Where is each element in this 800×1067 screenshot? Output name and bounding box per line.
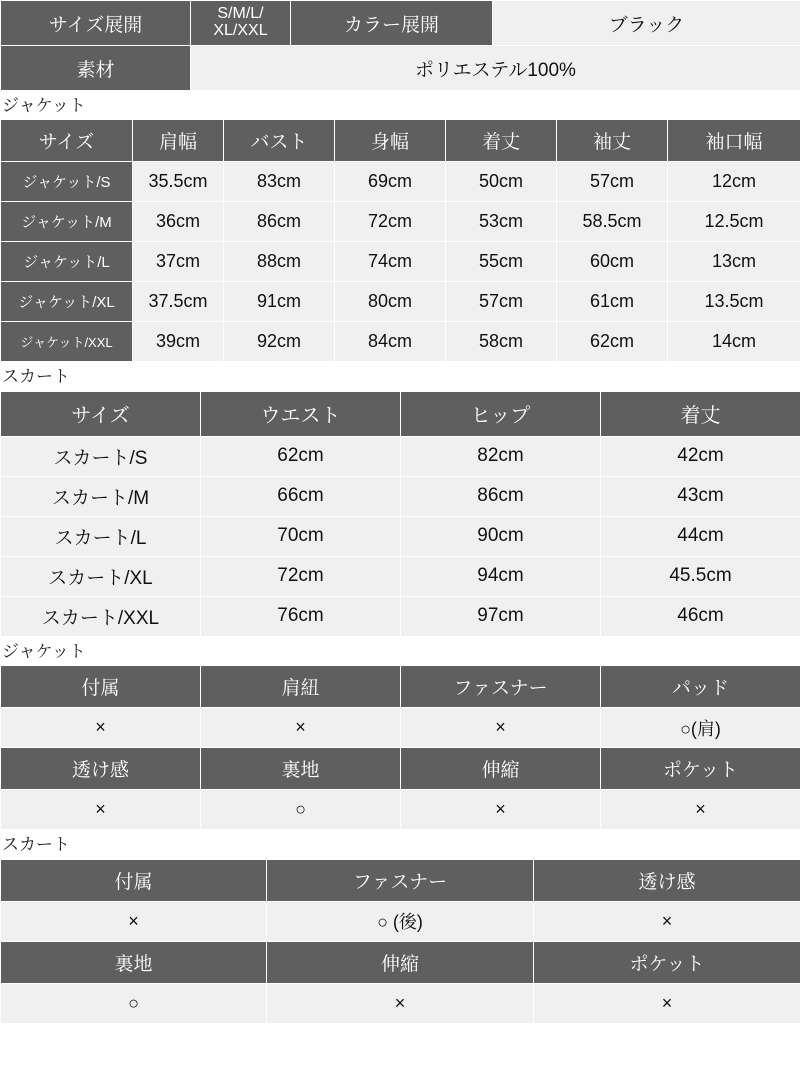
table-cell: 13.5cm [668,282,800,322]
material-value: ポリエステル100% [191,46,800,91]
column-header: パッド [601,666,800,708]
column-header: 着丈 [446,120,557,162]
table-row [1,790,800,830]
column-header: ウエスト [201,391,401,436]
table-cell: 62cm [557,322,668,362]
top-spec-table [0,0,800,91]
table-cell: × [401,708,601,748]
column-header: 肩幅 [133,120,224,162]
table-cell: 60cm [557,242,668,282]
column-header: 裏地 [1,941,267,983]
column-header: 肩紐 [201,666,401,708]
column-header: ポケット [601,748,800,790]
table-cell: 50cm [446,162,557,202]
table-cell: 66cm [201,476,401,516]
table-row [1,202,800,242]
column-header: サイズ [1,120,133,162]
table-cell: 97cm [401,596,601,636]
table-cell: 12cm [668,162,800,202]
table-cell: 46cm [601,596,800,636]
table-cell: ○ [201,790,401,830]
row-header: スカート/L [1,516,201,556]
table-cell: 86cm [401,476,601,516]
table-cell: ○(肩) [601,708,800,748]
table-header-row [1,120,800,162]
table-cell: 83cm [224,162,335,202]
table-row [1,162,800,202]
table-header-row [1,391,800,436]
table-cell: 58cm [446,322,557,362]
table-cell: 57cm [446,282,557,322]
column-header: バスト [224,120,335,162]
skirt-attributes-table [0,859,800,1024]
table-cell: 88cm [224,242,335,282]
table-cell: 55cm [446,242,557,282]
table-cell: 74cm [335,242,446,282]
color-range-value: ブラック [493,1,800,46]
table-cell: 42cm [601,436,800,476]
table-cell: 72cm [201,556,401,596]
table-row [1,983,800,1023]
table-row [1,322,800,362]
row-header: ジャケット/XL [1,282,133,322]
table-row [1,1,800,46]
table-cell: 80cm [335,282,446,322]
table-row [1,282,800,322]
table-cell: ○ [1,983,267,1023]
skirt-section-label: スカート [0,362,800,390]
column-header: 伸縮 [267,941,534,983]
table-cell: × [601,790,800,830]
size-range-value: S/M/L/ XL/XXL [191,1,291,46]
column-header: 袖口幅 [668,120,800,162]
table-row [1,708,800,748]
color-range-label: カラー展開 [291,1,493,46]
table-cell: 72cm [335,202,446,242]
column-header: ファスナー [267,859,534,901]
table-cell: 69cm [335,162,446,202]
table-row [1,516,800,556]
column-header: 透け感 [1,748,201,790]
table-cell: 84cm [335,322,446,362]
column-header: 着丈 [601,391,800,436]
table-cell: × [534,983,800,1023]
column-header: 袖丈 [557,120,668,162]
table-header-row [1,941,800,983]
table-cell: 91cm [224,282,335,322]
column-header: 裏地 [201,748,401,790]
table-cell: 53cm [446,202,557,242]
table-cell: × [1,708,201,748]
jacket-attributes-section-label: ジャケット [0,637,800,665]
table-cell: × [534,901,800,941]
table-cell: 13cm [668,242,800,282]
table-row [1,901,800,941]
jacket-attributes-table [0,665,800,830]
table-cell: 58.5cm [557,202,668,242]
table-cell: × [201,708,401,748]
table-row [1,556,800,596]
table-row [1,596,800,636]
column-header: 付属 [1,859,267,901]
material-label: 素材 [1,46,191,91]
table-cell: 43cm [601,476,800,516]
table-cell: × [267,983,534,1023]
table-cell: × [1,790,201,830]
row-header: スカート/XL [1,556,201,596]
table-cell: 35.5cm [133,162,224,202]
column-header: 身幅 [335,120,446,162]
table-cell: 45.5cm [601,556,800,596]
size-range-label: サイズ展開 [1,1,191,46]
table-header-row [1,666,800,708]
table-header-row [1,748,800,790]
column-header: ヒップ [401,391,601,436]
table-cell: 37cm [133,242,224,282]
table-cell: ○ (後) [267,901,534,941]
table-row [1,476,800,516]
column-header: 透け感 [534,859,800,901]
table-cell: 76cm [201,596,401,636]
table-cell: × [401,790,601,830]
table-cell: 86cm [224,202,335,242]
table-cell: 39cm [133,322,224,362]
table-cell: 14cm [668,322,800,362]
row-header: スカート/S [1,436,201,476]
row-header: スカート/M [1,476,201,516]
table-row [1,242,800,282]
table-row [1,436,800,476]
skirt-attributes-section-label: スカート [0,830,800,858]
table-cell: 61cm [557,282,668,322]
table-cell: 92cm [224,322,335,362]
column-header: 伸縮 [401,748,601,790]
table-row [1,46,800,91]
table-cell: 70cm [201,516,401,556]
row-header: ジャケット/M [1,202,133,242]
column-header: 付属 [1,666,201,708]
table-cell: 44cm [601,516,800,556]
skirt-size-table [0,391,800,637]
table-cell: 94cm [401,556,601,596]
row-header: ジャケット/L [1,242,133,282]
table-cell: 36cm [133,202,224,242]
row-header: ジャケット/XXL [1,322,133,362]
row-header: ジャケット/S [1,162,133,202]
table-cell: 37.5cm [133,282,224,322]
column-header: ポケット [534,941,800,983]
table-cell: 62cm [201,436,401,476]
jacket-size-table [0,119,800,362]
table-cell: 90cm [401,516,601,556]
column-header: ファスナー [401,666,601,708]
jacket-section-label: ジャケット [0,91,800,119]
table-cell: 57cm [557,162,668,202]
table-cell: 82cm [401,436,601,476]
table-cell: × [1,901,267,941]
table-header-row [1,859,800,901]
row-header: スカート/XXL [1,596,201,636]
table-cell: 12.5cm [668,202,800,242]
column-header: サイズ [1,391,201,436]
